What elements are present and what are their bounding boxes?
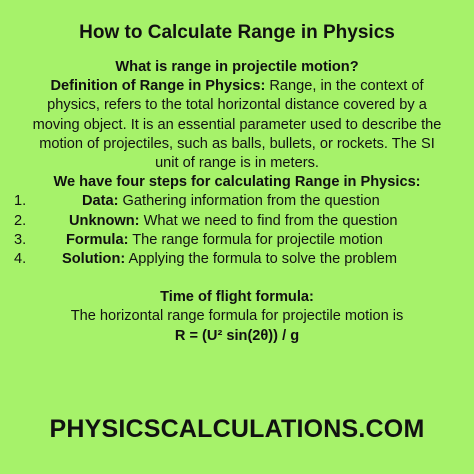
definition-line-2: physics, refers to the total horizontal distance covered by a: [47, 97, 427, 114]
step-label: Unknown:: [69, 212, 140, 229]
step-number: 3.: [14, 231, 27, 248]
definition-paragraph: [0, 77, 474, 173]
content-body: [0, 58, 474, 346]
formula-intro: The horizontal range formula for projectile motion is: [70, 308, 404, 325]
section-spacer: [0, 269, 474, 288]
definition-line-1: [0, 77, 474, 96]
step-item: [0, 192, 474, 211]
step-content: [69, 212, 398, 231]
definition-line-1-text: Range, in the context of: [265, 78, 424, 95]
step-number: 1.: [14, 193, 27, 210]
step-description: Applying the formula to solve the problem: [125, 250, 397, 267]
steps-heading: We have four steps for calculating Range in Physics:: [53, 174, 421, 191]
step-item: [0, 231, 474, 250]
step-label: Solution:: [62, 250, 126, 267]
step-description: What we need to find from the question: [139, 212, 398, 229]
step-number: 2.: [14, 212, 27, 229]
question-heading: What is range in projectile motion?: [115, 59, 359, 75]
definition-label: Definition of Range in Physics:: [50, 78, 266, 95]
step-label: Formula:: [66, 231, 129, 248]
definition-line-4: motion of projectiles, such as balls, bullets, or rockets. The SI: [39, 135, 435, 152]
step-description: Gathering information from the question: [118, 193, 380, 210]
step-description: The range formula for projectile motion: [128, 231, 383, 248]
step-item: [0, 212, 474, 231]
page-title: How to Calculate Range in Physics: [79, 22, 395, 43]
step-content: [62, 250, 397, 269]
steps-list: [0, 192, 474, 269]
step-label: Data:: [82, 193, 119, 210]
range-formula: R = (U² sin(2θ)) / g: [174, 327, 300, 344]
definition-line-3: moving object. It is an essential parameter used to describe the: [32, 116, 442, 133]
website-footer: PHYSICSCALCULATIONS.COM: [49, 415, 425, 443]
step-content: [82, 192, 380, 211]
step-content: [66, 231, 383, 250]
step-item: [0, 250, 474, 269]
formula-heading: Time of flight formula:: [160, 289, 314, 306]
step-number: 4.: [14, 250, 27, 267]
definition-line-5: unit of range is in meters.: [155, 155, 319, 172]
